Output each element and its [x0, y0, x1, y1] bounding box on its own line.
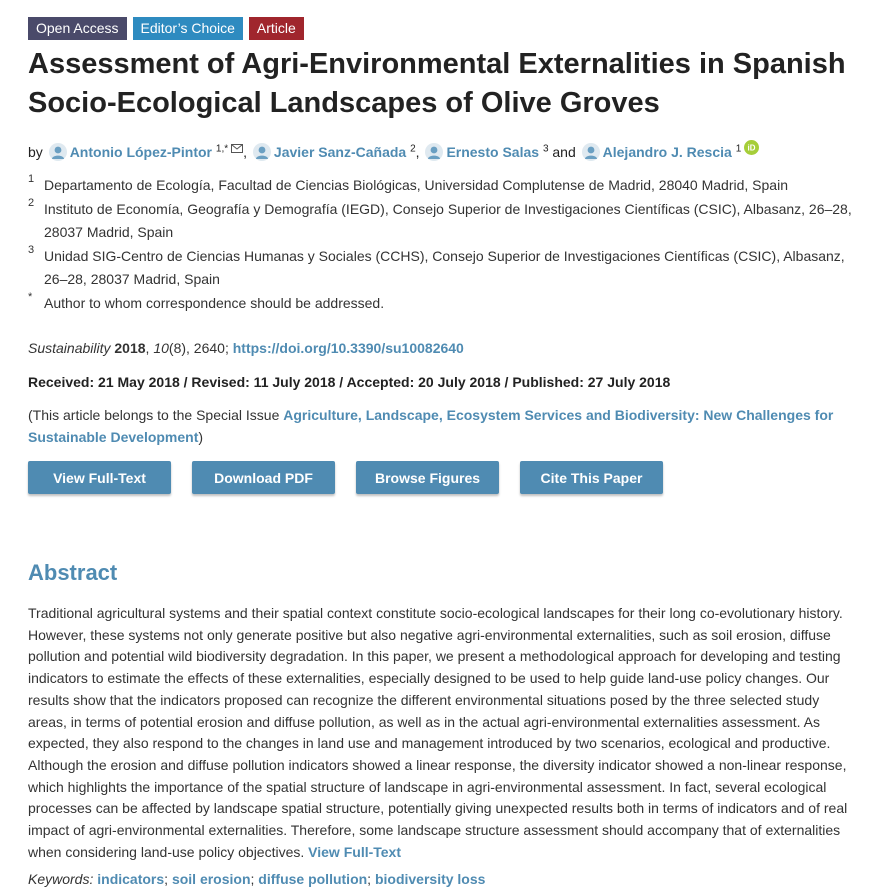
affiliation: [28, 292, 858, 315]
author-sup-4: 1: [735, 143, 742, 155]
view-full-text-button[interactable]: View Full-Text: [28, 461, 171, 494]
person-icon: [582, 143, 600, 161]
keyword-link[interactable]: indicators: [97, 871, 165, 887]
special-issue-suffix: ): [198, 429, 204, 445]
orcid-icon[interactable]: [744, 140, 759, 155]
publication-dates: Received: 21 May 2018 / Revised: 11 July 2018 / Accepted: 20 July 2018 / Published: 27 July 2018: [28, 374, 671, 390]
citation: Sustainability 2018, 10(8), 2640; https://doi.org/10.3390/su10082640: [28, 340, 464, 356]
special-issue-prefix: (This article belongs to the Special Issue: [28, 407, 280, 423]
author-rescia[interactable]: Alejandro J. Rescia: [602, 144, 732, 160]
citation-year: 2018: [114, 340, 146, 356]
affiliation: [28, 174, 858, 197]
open-access-badge[interactable]: Open Access: [28, 17, 127, 40]
affiliation-number: 1: [28, 173, 35, 185]
author-separator: ,: [415, 144, 420, 160]
abstract-text: Traditional agricultural systems and their spatial context constitute socio-ecological landscapes for their long co-evolutionary history. However, these systems not only generate positive but also negative agri-environmental externalities, such as soil erosion, diffuse pollution and potential wild biodiversity degradation. In this paper, we present a methodological approach for developing and testing indicators to estimate the effects of these externalities, especially designed to be used to help guide land-use policy changes. Our results show that the indicators proposed can recognize the different environmental situations posed by the three selected study areas, in terms of potential erosion and diffuse pollution, as well as in the actual agri-environmental externalities assessment. As expected, they also respond to the changes in land use and management introduced by two scenarios, ecological and productive. Although the erosion and diffuse pollution indicators showed a linear response, the diversity indicator showed a non-linear response, which highlights the importance of the spatial structure of landscape in agri-environmental assessment. In fact, several ecological processes can be affected by landscape spatial structure, potentially giving unexpected results both in terms of indicators and of real impact of agri-environmental externalities. Therefore, some landscape structure assessment should accompany that of externalities when considering land-use policy objectives.: [28, 605, 848, 860]
special-issue-note: [28, 404, 868, 448]
action-buttons: [28, 461, 663, 494]
keywords-label: Keywords:: [28, 871, 94, 887]
authors-prefix: by: [28, 144, 43, 160]
citation-issue-pages: (8), 2640;: [168, 340, 229, 356]
authors-and: and: [552, 144, 576, 160]
affiliation-number: 3: [28, 244, 35, 256]
affiliation-text: Instituto de Economía, Geografía y Demografía (IEGD), Consejo Superior de Investigaciones Científicas (CSIC), Albasanz, 26–28, 28037 Madrid, Spain: [44, 201, 852, 240]
svg-text:iD: iD: [747, 143, 756, 153]
person-icon: [49, 143, 67, 161]
affiliation: [28, 245, 858, 291]
keyword-link[interactable]: biodiversity loss: [374, 871, 486, 887]
affiliation-text: Unidad SIG-Centro de Ciencias Humanas y Sociales (CCHS), Consejo Superior de Investigaciones Científicas (CSIC), Albasanz, 26–28, 28037 Madrid, Spain: [44, 248, 845, 287]
affiliation: [28, 198, 858, 244]
keyword-link[interactable]: soil erosion: [171, 871, 251, 887]
author-sup-2: 2: [410, 143, 416, 155]
author-sup-3: 3: [542, 143, 549, 155]
abstract-body: [28, 603, 858, 863]
article-title: Assessment of Agri-Environmental Externalities in Spanish Socio-Ecological Landscapes of Olive Groves: [28, 48, 846, 119]
affiliations: [28, 174, 858, 316]
author-sanz-canada[interactable]: Javier Sanz-Cañada: [273, 144, 407, 160]
mail-icon[interactable]: [231, 144, 243, 153]
cite-this-paper-button[interactable]: Cite This Paper: [520, 461, 663, 494]
affiliation-number: *: [28, 291, 33, 303]
author-salas[interactable]: Ernesto Salas: [446, 144, 540, 160]
doi-link[interactable]: https://doi.org/10.3390/su10082640: [232, 340, 464, 356]
affiliation-number: 2: [28, 197, 35, 209]
abstract-full-text-link[interactable]: View Full-Text: [308, 843, 402, 860]
keyword-link[interactable]: diffuse pollution: [258, 871, 368, 887]
keywords: Keywords: indicators; soil erosion; diffuse pollution; biodiversity loss: [28, 871, 486, 887]
browse-figures-button[interactable]: Browse Figures: [356, 461, 499, 494]
author-lopez-pintor[interactable]: Antonio López-Pintor: [69, 144, 212, 160]
affiliation-text: Author to whom correspondence should be addressed.: [44, 295, 385, 311]
author-separator: ,: [243, 144, 248, 160]
special-issue-link[interactable]: Agriculture, Landscape, Ecosystem Services and Biodiversity: New Challenges for Sustainable Development: [28, 407, 834, 445]
person-icon: [253, 143, 271, 161]
citation-volume: 10: [153, 340, 169, 356]
journal-name: Sustainability: [28, 340, 111, 356]
editors-choice-badge[interactable]: Editor’s Choice: [133, 17, 243, 40]
abstract-heading: Abstract: [28, 560, 118, 585]
article-badges: [28, 17, 304, 40]
author-list: [28, 140, 868, 163]
person-icon: [425, 143, 443, 161]
affiliation-text: Departamento de Ecología, Facultad de Ciencias Biológicas, Universidad Complutense de Madrid, 28040 Madrid, Spain: [44, 177, 788, 193]
author-sup-1: 1,*: [215, 143, 229, 155]
download-pdf-button[interactable]: Download PDF: [192, 461, 335, 494]
article-type-badge: Article: [249, 17, 304, 40]
